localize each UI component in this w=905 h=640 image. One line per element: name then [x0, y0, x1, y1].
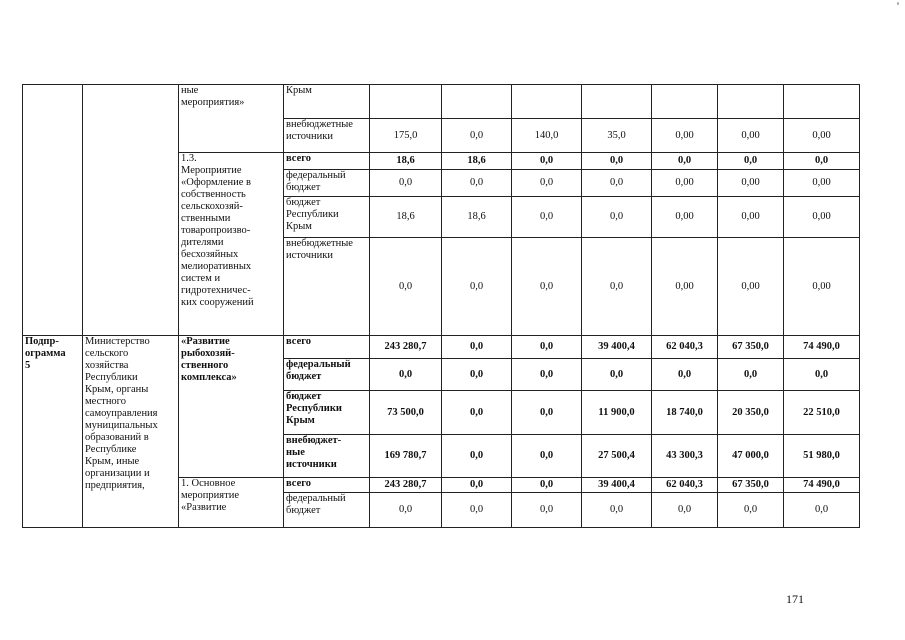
- value-cell: 0,00: [718, 238, 784, 336]
- value-cell: 0,0: [442, 435, 512, 478]
- cell-text-line: внебюджет-: [286, 435, 342, 446]
- value-cell: 0,00: [784, 170, 860, 197]
- value-cell: 0,00: [652, 197, 718, 238]
- cell-text-line: «Оформление в: [181, 177, 252, 188]
- cell-text-line: бюджет: [286, 371, 322, 382]
- cell-text-line: мелиоративных: [181, 261, 252, 272]
- value-cell: 51 980,0: [784, 435, 860, 478]
- value-cell: 27 500,4: [582, 435, 652, 478]
- value-cell: 0,0: [582, 359, 652, 391]
- cell-text-line: мероприятия»: [181, 97, 245, 108]
- value-cell: 0,00: [652, 170, 718, 197]
- funding-source-cell: [284, 493, 370, 528]
- value-cell: 0,0: [582, 170, 652, 197]
- cell-text-line: Крым: [286, 221, 312, 232]
- value-cell: 0,0: [582, 153, 652, 170]
- cell-text-line: ные: [286, 447, 305, 458]
- funding-source-cell: [284, 478, 370, 493]
- value-cell: 0,00: [718, 197, 784, 238]
- subprogram-cell: [23, 85, 83, 336]
- main-measure-name-cell: [179, 478, 284, 528]
- cell-text-line: бюджет: [286, 197, 321, 208]
- cell-text-line: систем и: [181, 273, 221, 284]
- cell-text-line: комплекса»: [181, 372, 237, 383]
- value-cell: 0,0: [512, 493, 582, 528]
- value-cell: 67 350,0: [718, 478, 784, 493]
- value-cell: 0,0: [582, 493, 652, 528]
- budget-table: [22, 84, 860, 528]
- cell-text-line: организации и: [85, 468, 150, 479]
- cell-text-line: Республике: [85, 444, 137, 455]
- cell-text-line: ограмма: [25, 348, 66, 359]
- scan-speck: [897, 2, 899, 5]
- value-cell: 175,0: [370, 119, 442, 153]
- cell-text-line: бесхозяйных: [181, 249, 239, 260]
- value-cell: 67 350,0: [718, 336, 784, 359]
- cell-text-line: сельского: [85, 348, 129, 359]
- cell-text-line: всего: [286, 153, 312, 164]
- value-cell: 18,6: [442, 197, 512, 238]
- value-cell: 18,6: [442, 153, 512, 170]
- cell-text-line: Республики: [85, 372, 138, 383]
- cell-text-line: внебюджетные: [286, 119, 353, 130]
- page-number: 171: [786, 592, 804, 606]
- value-cell: 0,0: [442, 391, 512, 435]
- value-cell: 0,00: [784, 238, 860, 336]
- cell-text-line: предприятия,: [85, 480, 145, 491]
- value-cell: [718, 85, 784, 119]
- value-cell: 35,0: [582, 119, 652, 153]
- value-cell: 0,0: [718, 359, 784, 391]
- value-cell: 243 280,7: [370, 336, 442, 359]
- funding-source-cell: [284, 435, 370, 478]
- value-cell: [370, 85, 442, 119]
- value-cell: 0,0: [442, 359, 512, 391]
- cell-text-line: Крым, органы: [85, 384, 149, 395]
- value-cell: 0,0: [652, 493, 718, 528]
- cell-text-line: ственными: [181, 213, 231, 224]
- value-cell: [784, 85, 860, 119]
- value-cell: 22 510,0: [784, 391, 860, 435]
- value-cell: 0,0: [442, 336, 512, 359]
- value-cell: 0,0: [370, 493, 442, 528]
- cell-text-line: образований в: [85, 432, 149, 443]
- cell-text-line: Крым: [286, 415, 315, 426]
- value-cell: 0,0: [718, 493, 784, 528]
- value-cell: 0,0: [512, 359, 582, 391]
- funding-source-cell: [284, 119, 370, 153]
- cell-text-line: 1. Основное: [181, 478, 236, 489]
- value-cell: 0,0: [370, 170, 442, 197]
- value-cell: 0,0: [370, 359, 442, 391]
- value-cell: 0,0: [370, 238, 442, 336]
- funding-source-cell: [284, 85, 370, 119]
- value-cell: 62 040,3: [652, 336, 718, 359]
- value-cell: 0,0: [582, 197, 652, 238]
- value-cell: 0,00: [652, 119, 718, 153]
- cell-text-line: Республики: [286, 403, 342, 414]
- value-cell: 18 740,0: [652, 391, 718, 435]
- value-cell: 43 300,3: [652, 435, 718, 478]
- value-cell: 0,0: [442, 170, 512, 197]
- cell-text-line: сельскохозяй-: [181, 201, 243, 212]
- value-cell: 0,00: [718, 170, 784, 197]
- cell-text-line: ких сооружений: [181, 297, 254, 308]
- subprogram-name-cell: [179, 336, 284, 478]
- cell-text-line: федеральный: [286, 359, 351, 370]
- cell-text-line: товаропроизво-: [181, 225, 251, 236]
- cell-text-line: бюджет: [286, 505, 321, 516]
- value-cell: 0,0: [718, 153, 784, 170]
- value-cell: 0,0: [784, 493, 860, 528]
- value-cell: 0,00: [718, 119, 784, 153]
- value-cell: 0,00: [784, 197, 860, 238]
- measure-name-cell: [179, 153, 284, 336]
- cell-text-line: мероприятие: [181, 490, 239, 501]
- cell-text-line: 1.3.: [181, 153, 197, 164]
- value-cell: 39 400,4: [582, 478, 652, 493]
- value-cell: 62 040,3: [652, 478, 718, 493]
- value-cell: [442, 85, 512, 119]
- value-cell: 0,0: [512, 170, 582, 197]
- table-row: [23, 336, 860, 359]
- cell-text-line: бюджет: [286, 182, 321, 193]
- cell-text-line: источники: [286, 131, 333, 142]
- cell-text-line: бюджет: [286, 391, 322, 402]
- value-cell: 39 400,4: [582, 336, 652, 359]
- subprogram-label-cell: [23, 336, 83, 528]
- cell-text-line: рыбохозяй-: [181, 348, 235, 359]
- cell-text-line: «Развитие: [181, 502, 227, 513]
- funding-source-cell: [284, 153, 370, 170]
- value-cell: [512, 85, 582, 119]
- cell-text-line: 5: [25, 360, 31, 371]
- cell-text-line: ные: [181, 85, 199, 96]
- cell-text-line: всего: [286, 336, 312, 347]
- value-cell: [652, 85, 718, 119]
- funding-source-cell: [284, 197, 370, 238]
- value-cell: [582, 85, 652, 119]
- cell-text-line: гидротехничес-: [181, 285, 251, 296]
- value-cell: 0,0: [442, 238, 512, 336]
- value-cell: 0,0: [442, 119, 512, 153]
- funding-source-cell: [284, 391, 370, 435]
- value-cell: 74 490,0: [784, 478, 860, 493]
- value-cell: 0,0: [512, 197, 582, 238]
- cell-text-line: дителями: [181, 237, 224, 248]
- value-cell: 0,0: [784, 153, 860, 170]
- funding-source-cell: [284, 336, 370, 359]
- value-cell: 18,6: [370, 153, 442, 170]
- value-cell: 0,0: [652, 359, 718, 391]
- value-cell: 0,0: [512, 153, 582, 170]
- cell-text-line: внебюджетные: [286, 238, 353, 249]
- value-cell: 0,0: [652, 153, 718, 170]
- cell-text-line: местного: [85, 396, 126, 407]
- value-cell: 0,0: [512, 478, 582, 493]
- cell-text-line: собственность: [181, 189, 246, 200]
- value-cell: 47 000,0: [718, 435, 784, 478]
- value-cell: 0,0: [512, 435, 582, 478]
- cell-text-line: Крым: [286, 85, 312, 96]
- value-cell: 0,0: [512, 336, 582, 359]
- cell-text-line: хозяйства: [85, 360, 129, 371]
- funding-source-cell: [284, 238, 370, 336]
- value-cell: 0,00: [784, 119, 860, 153]
- value-cell: 0,0: [784, 359, 860, 391]
- cell-text-line: источники: [286, 250, 333, 261]
- value-cell: 243 280,7: [370, 478, 442, 493]
- cell-text-line: всего: [286, 478, 312, 489]
- cell-text-line: Подпр-: [25, 336, 59, 347]
- cell-text-line: федеральный: [286, 170, 346, 181]
- value-cell: 0,0: [442, 478, 512, 493]
- cell-text-line: муниципальных: [85, 420, 158, 431]
- value-cell: 74 490,0: [784, 336, 860, 359]
- value-cell: 18,6: [370, 197, 442, 238]
- value-cell: 0,0: [442, 493, 512, 528]
- value-cell: 20 350,0: [718, 391, 784, 435]
- cell-text-line: Мероприятие: [181, 165, 242, 176]
- cell-text-line: «Развитие: [181, 336, 230, 347]
- value-cell: 140,0: [512, 119, 582, 153]
- value-cell: 0,0: [582, 238, 652, 336]
- funding-source-cell: [284, 170, 370, 197]
- executor-cell: [83, 85, 179, 336]
- cell-text-line: Министерство: [85, 336, 150, 347]
- funding-source-cell: [284, 359, 370, 391]
- cell-text-line: самоуправления: [85, 408, 158, 419]
- value-cell: 169 780,7: [370, 435, 442, 478]
- value-cell: 73 500,0: [370, 391, 442, 435]
- cell-text-line: ственного: [181, 360, 229, 371]
- value-cell: 0,0: [512, 391, 582, 435]
- table-row: [23, 85, 860, 119]
- value-cell: 0,00: [652, 238, 718, 336]
- measure-name-cell: [179, 85, 284, 153]
- value-cell: 11 900,0: [582, 391, 652, 435]
- cell-text-line: источники: [286, 459, 337, 470]
- cell-text-line: федеральный: [286, 493, 346, 504]
- value-cell: 0,0: [512, 238, 582, 336]
- executor-cell: [83, 336, 179, 528]
- cell-text-line: Крым, иные: [85, 456, 140, 467]
- cell-text-line: Республики: [286, 209, 339, 220]
